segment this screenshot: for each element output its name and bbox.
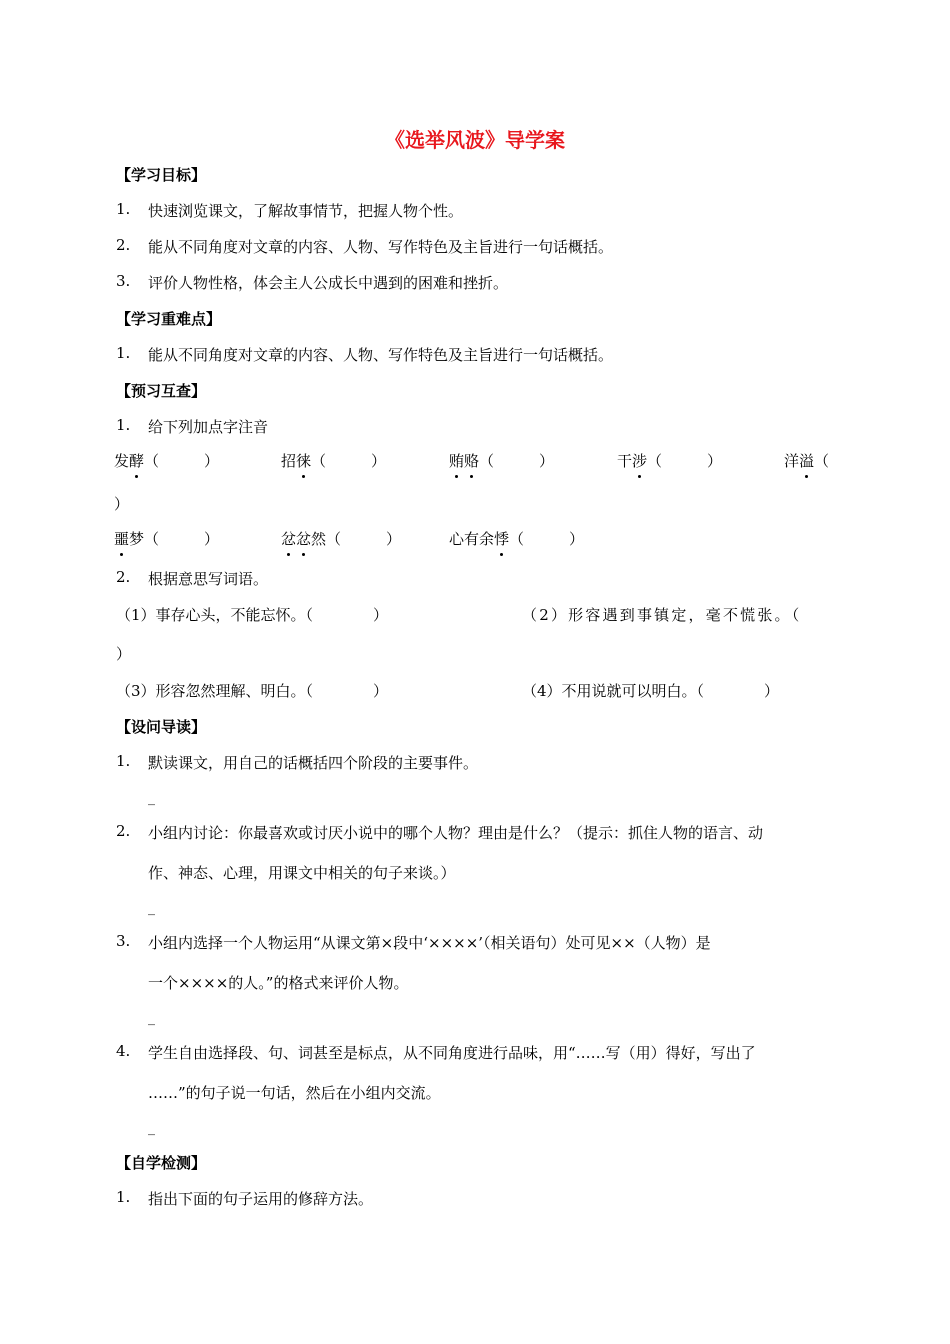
pinyin-word-8 [449, 528, 584, 549]
key-point-1: 能从不同角度对文章的内容、人物、写作特色及主旨进行一句话概括。 [148, 346, 614, 364]
self-test-question-1: 指出下面的句子运用的修辞方法。 [148, 1190, 374, 1208]
guide-question-4-line-1: 学生自由选择段、句、词甚至是标点，从不同角度进行品味，用“……写（用）得好，写出了 [148, 1044, 756, 1062]
item-number: 1. [116, 752, 131, 770]
word-char: 洋 [784, 452, 800, 470]
item-number: 2. [116, 822, 131, 840]
dotted-char: 溢 [799, 452, 815, 470]
answer-paren: （ ） [326, 530, 402, 548]
dotted-char: 徕 [296, 452, 312, 470]
pinyin-word-7 [281, 528, 401, 549]
item-number: 1. [116, 200, 131, 218]
word-char: 然 [311, 530, 327, 548]
pinyin-word-1 [114, 450, 219, 471]
pinyin-word-4 [617, 450, 722, 471]
wrapped-paren: ） [116, 645, 132, 663]
wrapped-paren: ） [114, 495, 130, 513]
answer-blank: _ [148, 1120, 155, 1136]
answer-paren: （ ） [479, 452, 555, 470]
guide-question-1: 默读课文，用自己的话概括四个阶段的主要事件。 [148, 754, 479, 772]
word-char: 干 [617, 452, 633, 470]
answer-paren: （ ） [509, 530, 585, 548]
guide-question-2-line-1: 小组内讨论：你最喜欢或讨厌小说中的哪个人物？理由是什么？（提示：抓住人物的语言、动 [148, 824, 764, 842]
question-vocabulary: 根据意思写词语。 [148, 570, 269, 588]
answer-blank: _ [148, 790, 155, 806]
answer-paren: （ ） [311, 452, 387, 470]
dotted-char: 忿 [296, 530, 312, 548]
page-title: 《选举风波》导学案 [385, 128, 565, 152]
dotted-char: 涉 [632, 452, 648, 470]
word-char: 心有余 [449, 530, 495, 548]
pinyin-word-2 [281, 450, 386, 471]
guide-question-4-line-2: ……”的句子说一句话，然后在小组内交流。 [148, 1084, 441, 1102]
question-pinyin: 给下列加点字注音 [148, 418, 269, 436]
guide-question-3-line-2: 一个××××的人。”的格式来评价人物。 [148, 974, 409, 992]
dotted-char: 噩 [114, 530, 130, 548]
item-number: 4. [116, 1042, 131, 1060]
definition-2: （2）形容遇到事镇定，毫不慌张。（ [522, 606, 802, 624]
definition-4: （4）不用说就可以明白。（ ） [522, 682, 780, 700]
dotted-char: 悸 [494, 530, 510, 548]
objective-3: 评价人物性格，体会主人公成长中遇到的困难和挫折。 [148, 274, 509, 292]
definition-1: （1）事存心头，不能忘怀。（ ） [116, 606, 389, 624]
answer-paren: （ ） [144, 452, 220, 470]
item-number: 2. [116, 568, 131, 586]
objective-1: 快速浏览课文，了解故事情节，把握人物个性。 [148, 202, 464, 220]
pinyin-word-6 [114, 528, 219, 549]
item-number: 1. [116, 1188, 131, 1206]
answer-paren: （ ） [647, 452, 723, 470]
answer-blank: _ [148, 900, 155, 916]
word-char: 招 [281, 452, 297, 470]
section-heading-preview: 【预习互查】 [116, 382, 207, 400]
dotted-char: 酵 [129, 452, 145, 470]
pinyin-word-5 [784, 450, 829, 471]
word-char: 梦 [129, 530, 145, 548]
guide-question-3-line-1: 小组内选择一个人物运用“从课文第×段中‘××××’（相关语句）处可见××（人物）是 [148, 934, 711, 952]
item-number: 1. [116, 416, 131, 434]
item-number: 2. [116, 236, 131, 254]
dotted-char: 赂 [464, 452, 480, 470]
item-number: 3. [116, 272, 131, 290]
item-number: 1. [116, 344, 131, 362]
definition-3: （3）形容忽然理解、明白。（ ） [116, 682, 389, 700]
dotted-char: 忿 [281, 530, 297, 548]
objective-2: 能从不同角度对文章的内容、人物、写作特色及主旨进行一句话概括。 [148, 238, 614, 256]
guide-question-2-line-2: 作、神态、心理，用课文中相关的句子来谈。） [148, 864, 456, 882]
section-heading-key-points: 【学习重难点】 [116, 310, 222, 328]
pinyin-word-3 [449, 450, 554, 471]
answer-paren: （ [814, 452, 830, 470]
word-char: 发 [114, 452, 130, 470]
section-heading-guided-reading: 【设问导读】 [116, 718, 207, 736]
dotted-char: 贿 [449, 452, 465, 470]
item-number: 3. [116, 932, 131, 950]
answer-paren: （ ） [144, 530, 220, 548]
section-heading-objectives: 【学习目标】 [116, 166, 207, 184]
answer-blank: _ [148, 1010, 155, 1026]
section-heading-self-test: 【自学检测】 [116, 1154, 207, 1172]
